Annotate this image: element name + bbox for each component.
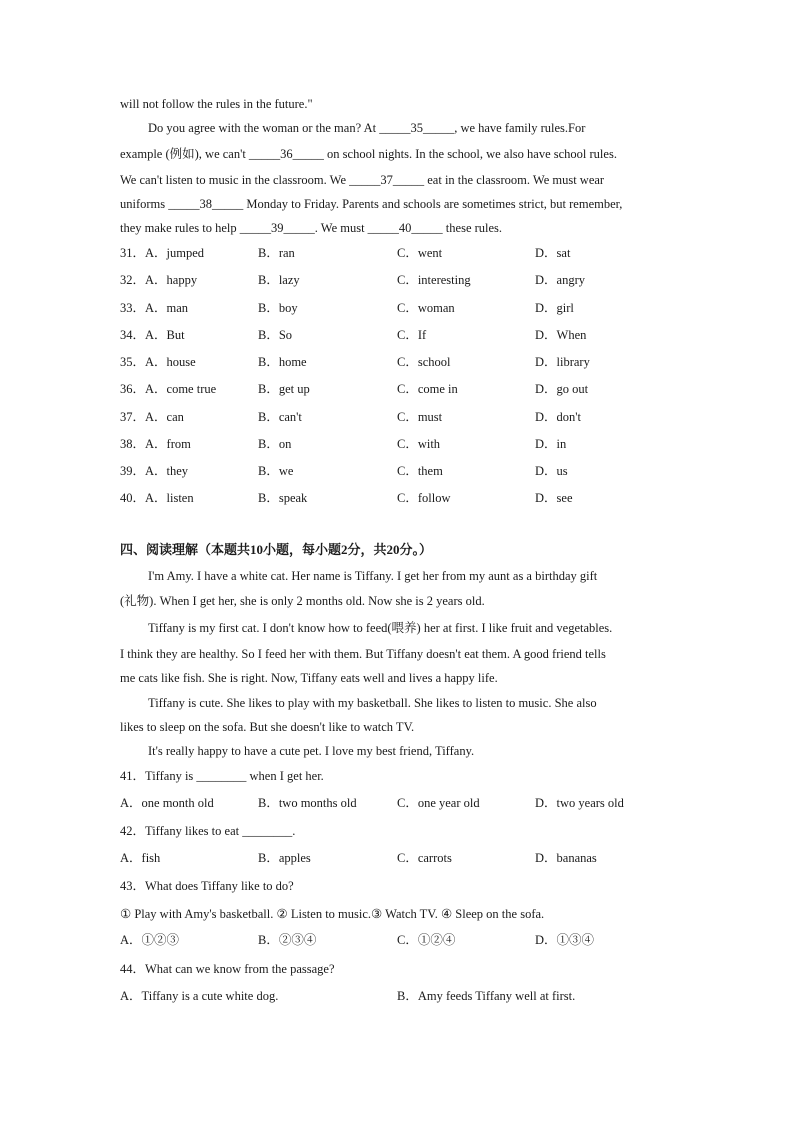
option-a: A．fish — [120, 851, 161, 865]
option-c: C．carrots — [397, 851, 452, 865]
option-c: C．went — [397, 246, 443, 260]
question-42-stem: 42．Tiffany likes to eat ________. — [120, 824, 296, 838]
option-a: 31．A．jumped — [120, 246, 205, 260]
option-a: A．①②③ — [120, 933, 180, 947]
option-b: B．two months old — [258, 796, 357, 810]
option-b: B．ran — [258, 246, 295, 260]
question-41-stem: 41．Tiffany is ________ when I get her. — [120, 769, 324, 783]
option-a: 40．A．listen — [120, 491, 194, 505]
option-c: C．must — [397, 410, 443, 424]
passage-line: Do you agree with the woman or the man? At _____35_____, we have family rules.For — [148, 121, 586, 135]
option-b: B．we — [258, 464, 294, 478]
question-43-options — [120, 932, 680, 948]
question-row-37 — [120, 409, 680, 425]
reading-line: Tiffany is my first cat. I don't know how to feed(喂养) her at first. I like fruit and vegetables. — [148, 621, 613, 635]
passage-line: they make rules to help _____39_____. We must _____40_____ these rules. — [120, 221, 503, 235]
option-d: D．①③④ — [535, 933, 595, 947]
question-row-35 — [120, 354, 680, 370]
option-d: D．girl — [535, 301, 574, 315]
option-a: A．Tiffany is a cute white dog. — [120, 989, 279, 1003]
option-d: D．don't — [535, 410, 582, 424]
question-row-33 — [120, 300, 680, 316]
option-d: D．go out — [535, 382, 589, 396]
option-b: B．So — [258, 328, 293, 342]
option-d: D．bananas — [535, 851, 597, 865]
passage-line: uniforms _____38_____ Monday to Friday. Parents and schools are sometimes strict, but remember, — [120, 197, 623, 211]
question-43-stem: 43．What does Tiffany like to do? — [120, 879, 294, 893]
option-c: C．them — [397, 464, 443, 478]
reading-line: It's really happy to have a cute pet. I love my best friend, Tiffany. — [148, 744, 475, 758]
option-c: C．①②④ — [397, 933, 456, 947]
question-row-34 — [120, 327, 680, 343]
question-43-items: ① Play with Amy's basketball. ② Listen to music.③ Watch TV. ④ Sleep on the sofa. — [120, 907, 545, 921]
option-c: C．interesting — [397, 273, 471, 287]
option-c: C．with — [397, 437, 441, 451]
option-d: D．sat — [535, 246, 571, 260]
reading-line: me cats like fish. She is right. Now, Tiffany eats well and lives a happy life. — [120, 671, 498, 685]
option-d: D．us — [535, 464, 568, 478]
option-b: B．boy — [258, 301, 298, 315]
question-row-39 — [120, 463, 680, 479]
option-a: 38．A．from — [120, 437, 191, 451]
option-a: 33．A．man — [120, 301, 189, 315]
question-44-stem: 44．What can we know from the passage? — [120, 962, 335, 976]
option-a: 36．A．come true — [120, 382, 217, 396]
question-42-options — [120, 850, 680, 866]
option-a: 39．A．they — [120, 464, 189, 478]
reading-line: (礼物). When I get her, she is only 2 months old. Now she is 2 years old. — [120, 594, 485, 608]
option-d: D．angry — [535, 273, 585, 287]
option-a: 37．A．can — [120, 410, 184, 424]
option-a: 32．A．happy — [120, 273, 198, 287]
question-row-36 — [120, 381, 680, 397]
option-c: C．If — [397, 328, 427, 342]
option-d: D．two years old — [535, 796, 624, 810]
option-c: C．follow — [397, 491, 451, 505]
option-b: B．apples — [258, 851, 311, 865]
question-row-38 — [120, 436, 680, 452]
passage-line: We can't listen to music in the classroom. We _____37_____ eat in the classroom. We must wear — [120, 173, 605, 187]
option-c: C．come in — [397, 382, 458, 396]
option-b: B．can't — [258, 410, 302, 424]
section-title: 四、阅读理解（本题共10小题，每小题2分，共20分。） — [120, 542, 433, 557]
option-c: C．school — [397, 355, 451, 369]
option-a: A．one month old — [120, 796, 214, 810]
option-d: D．When — [535, 328, 587, 342]
option-b: B．②③④ — [258, 933, 317, 947]
reading-line: likes to sleep on the sofa. But she doesn't like to watch TV. — [120, 720, 415, 734]
reading-line: I think they are healthy. So I feed her with them. But Tiffany doesn't eat them. A good friend tells — [120, 647, 606, 661]
option-b: B．lazy — [258, 273, 300, 287]
question-44-options — [120, 988, 680, 1004]
option-d: D．see — [535, 491, 573, 505]
option-d: D．in — [535, 437, 567, 451]
question-row-32 — [120, 272, 680, 288]
question-row-40 — [120, 490, 680, 506]
option-c: C．one year old — [397, 796, 480, 810]
option-d: D．library — [535, 355, 590, 369]
passage-line: will not follow the rules in the future." — [120, 97, 313, 111]
reading-line: Tiffany is cute. She likes to play with my basketball. She likes to listen to music. She also — [148, 696, 597, 710]
option-b: B．on — [258, 437, 292, 451]
question-41-options — [120, 795, 680, 811]
option-c: C．woman — [397, 301, 455, 315]
passage-line: example (例如), we can't _____36_____ on school nights. In the school, we also have school rules. — [120, 147, 617, 161]
option-b: B．get up — [258, 382, 310, 396]
option-a: 35．A．house — [120, 355, 196, 369]
option-b: B．Amy feeds Tiffany well at first. — [397, 989, 576, 1003]
option-a: 34．A．But — [120, 328, 185, 342]
question-row-31 — [120, 245, 680, 261]
reading-line: I'm Amy. I have a white cat. Her name is Tiffany. I get her from my aunt as a birthday gift — [148, 569, 598, 583]
option-b: B．home — [258, 355, 307, 369]
option-b: B．speak — [258, 491, 308, 505]
